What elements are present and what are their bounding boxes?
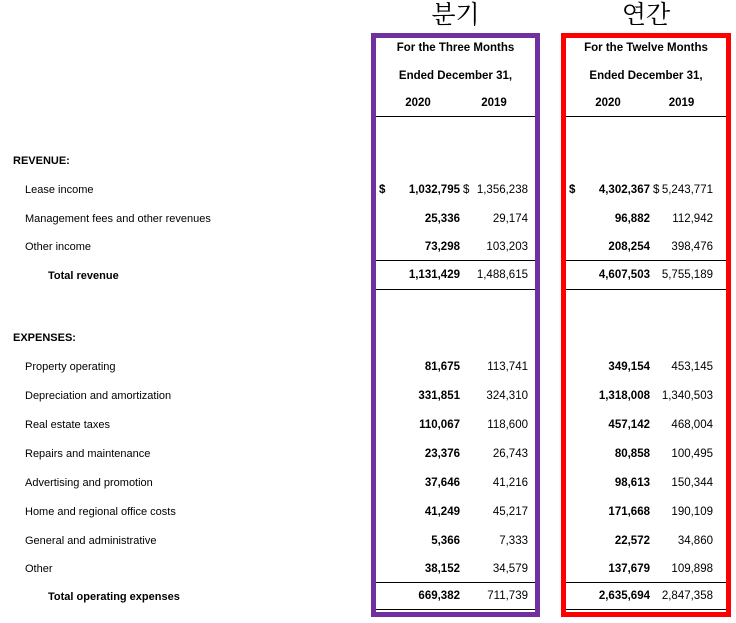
quarter-2020-value: 110,067 <box>419 418 460 431</box>
table-row-other-income <box>0 233 736 261</box>
quarter-heading-line1: For the Three Months <box>396 41 515 54</box>
header-row-2 <box>0 62 736 90</box>
table-row-home-office-costs <box>0 497 736 526</box>
annual-2020-value: 457,142 <box>608 418 650 431</box>
quarter-2019-value: 1,488,615 <box>476 269 528 281</box>
annual-values <box>566 555 726 583</box>
annual-values <box>566 381 726 410</box>
annual-2020-value: 349,154 <box>608 360 650 373</box>
quarter-2019-value: 7,333 <box>499 534 528 547</box>
dollar-sign: $ <box>569 183 576 196</box>
row-label: Advertising and promotion <box>25 476 153 489</box>
annual-2019-value: 5,755,189 <box>661 269 713 281</box>
annual-values <box>566 352 726 381</box>
dollar-sign: $ <box>379 183 386 196</box>
annual-values <box>566 439 726 468</box>
annual-2020-value: 171,668 <box>608 505 650 518</box>
annual-values <box>566 233 726 261</box>
annual-2019-value: 150,344 <box>671 476 713 489</box>
table-row-section-revenue <box>0 146 736 175</box>
annual-year-headers <box>566 90 726 117</box>
annual-values <box>566 583 726 610</box>
annual-2019-value: 34,860 <box>677 534 713 547</box>
quarter-2019-value: 29,174 <box>492 212 528 225</box>
annual-2020-header: 2020 <box>595 97 621 109</box>
quarter-2020-value: 23,376 <box>424 447 460 460</box>
row-label: Other <box>25 563 53 575</box>
quarter-2020-value: 73,298 <box>424 240 460 253</box>
table-row-total-operating-expenses <box>0 583 736 610</box>
annual-2020-value: 137,679 <box>608 562 650 575</box>
quarter-2020-header: 2020 <box>405 97 431 109</box>
annual-2020-value: 22,572 <box>614 534 650 547</box>
spacer-row <box>0 290 736 323</box>
table-row-property-operating <box>0 352 736 381</box>
quarter-values <box>376 468 535 497</box>
annual-2019-value: 1,340,503 <box>661 389 713 402</box>
quarter-values <box>376 352 535 381</box>
table-row-repairs <box>0 439 736 468</box>
quarter-values <box>376 204 535 233</box>
annual-2020-value: 80,858 <box>614 447 650 460</box>
quarter-korean-label: 분기 <box>431 1 480 29</box>
section-label: EXPENSES: <box>13 331 76 344</box>
row-label: Real estate taxes <box>25 418 110 431</box>
dollar-sign: $ <box>653 183 660 196</box>
annual-values <box>566 175 726 204</box>
annual-2019-header: 2019 <box>668 97 695 109</box>
header-row-years <box>0 90 736 117</box>
quarter-2020-value: 41,249 <box>424 505 460 518</box>
quarter-2020-value: 5,366 <box>431 534 460 547</box>
quarter-year-headers <box>376 90 535 117</box>
annual-2019-value: 100,495 <box>671 447 713 460</box>
quarter-values <box>376 439 535 468</box>
annual-2019-value: 190,109 <box>671 505 713 518</box>
quarter-2020-value: 669,382 <box>418 590 460 602</box>
quarter-2019-value: 711,739 <box>487 590 528 602</box>
row-label: Lease income <box>25 183 94 196</box>
quarter-values <box>376 583 535 610</box>
total-label: Total operating expenses <box>48 590 180 603</box>
quarter-values <box>376 233 535 261</box>
quarter-2020-value: 38,152 <box>424 562 460 575</box>
row-label: General and administrative <box>25 534 157 547</box>
quarter-2019-value: 26,743 <box>492 447 528 460</box>
quarter-2019-value: 113,741 <box>487 360 528 373</box>
annual-2020-value: $ 4,302,367 <box>566 184 650 196</box>
header-row-1 <box>0 33 736 62</box>
income-statement-table <box>0 33 736 610</box>
table-row-other-expense <box>0 555 736 583</box>
table-row-depreciation <box>0 381 736 410</box>
table-row-management-fees <box>0 204 736 233</box>
quarter-2020-value: 331,851 <box>418 389 460 402</box>
quarter-2019-value: 34,579 <box>492 562 528 575</box>
quarter-2020-value: $ 1,032,795 <box>376 184 460 196</box>
quarter-2020-value: 37,646 <box>424 476 460 489</box>
annual-2019-value: $ 5,243,771 <box>650 184 726 196</box>
row-label: Property operating <box>25 360 116 373</box>
quarter-2019-value: 103,203 <box>486 240 528 253</box>
quarter-values <box>376 381 535 410</box>
quarter-2019-value: 45,217 <box>492 505 528 518</box>
quarter-2020-value: 1,131,429 <box>408 269 460 281</box>
annual-2019-value: 468,004 <box>671 418 713 431</box>
dollar-sign: $ <box>463 183 470 196</box>
annual-2020-value: 2,635,694 <box>598 590 650 602</box>
annual-2019-value: 2,847,358 <box>661 590 713 602</box>
quarter-2020-value: 25,336 <box>424 212 460 225</box>
row-label: Management fees and other revenues <box>25 212 211 225</box>
quarter-2019-value: 324,310 <box>486 389 528 402</box>
quarter-heading-line2: Ended December 31, <box>398 70 513 82</box>
annual-values <box>566 410 726 439</box>
quarter-values <box>376 497 535 526</box>
annual-values <box>566 497 726 526</box>
annual-values <box>566 261 726 290</box>
total-label: Total revenue <box>48 269 119 282</box>
annual-2020-value: 1,318,008 <box>598 389 650 402</box>
row-label: Other income <box>25 241 92 253</box>
quarter-values <box>376 175 535 204</box>
annual-values <box>566 204 726 233</box>
quarter-values <box>376 410 535 439</box>
annual-2020-value: 208,254 <box>608 240 650 253</box>
quarter-values <box>376 555 535 583</box>
table-row-advertising <box>0 468 736 497</box>
annual-2020-value: 96,882 <box>614 212 650 225</box>
table-row-total-revenue <box>0 261 736 290</box>
row-label: Depreciation and amortization <box>25 389 172 402</box>
annual-korean-label: 연간 <box>621 1 671 29</box>
annual-2019-value: 453,145 <box>671 360 713 373</box>
annual-heading-line2: Ended December 31, <box>589 70 703 82</box>
quarter-2019-value: $ 1,356,238 <box>460 184 535 196</box>
table-row-real-estate-taxes <box>0 410 736 439</box>
table-row-lease-income <box>0 175 736 204</box>
row-label: Home and regional office costs <box>25 505 176 518</box>
annual-2019-value: 109,898 <box>671 562 713 575</box>
spacer-row <box>0 117 736 146</box>
table-row-section-expenses <box>0 323 736 352</box>
quarter-values <box>376 261 535 290</box>
quarter-2020-value: 81,675 <box>424 360 460 373</box>
annual-2020-value: 98,613 <box>614 476 650 489</box>
quarter-values <box>376 526 535 555</box>
annual-2020-value: 4,607,503 <box>598 269 650 281</box>
section-label: REVENUE: <box>13 154 70 167</box>
annual-2019-value: 398,476 <box>671 240 713 253</box>
table-row-general-admin <box>0 526 736 555</box>
row-label: Repairs and maintenance <box>25 447 151 460</box>
annual-values <box>566 526 726 555</box>
annual-2019-value: 112,942 <box>672 212 713 225</box>
quarter-2019-header: 2019 <box>481 97 507 109</box>
quarter-2019-value: 118,600 <box>487 418 528 431</box>
annual-values <box>566 468 726 497</box>
annual-heading-line1: For the Twelve Months <box>584 41 708 54</box>
quarter-2019-value: 41,216 <box>492 476 528 489</box>
